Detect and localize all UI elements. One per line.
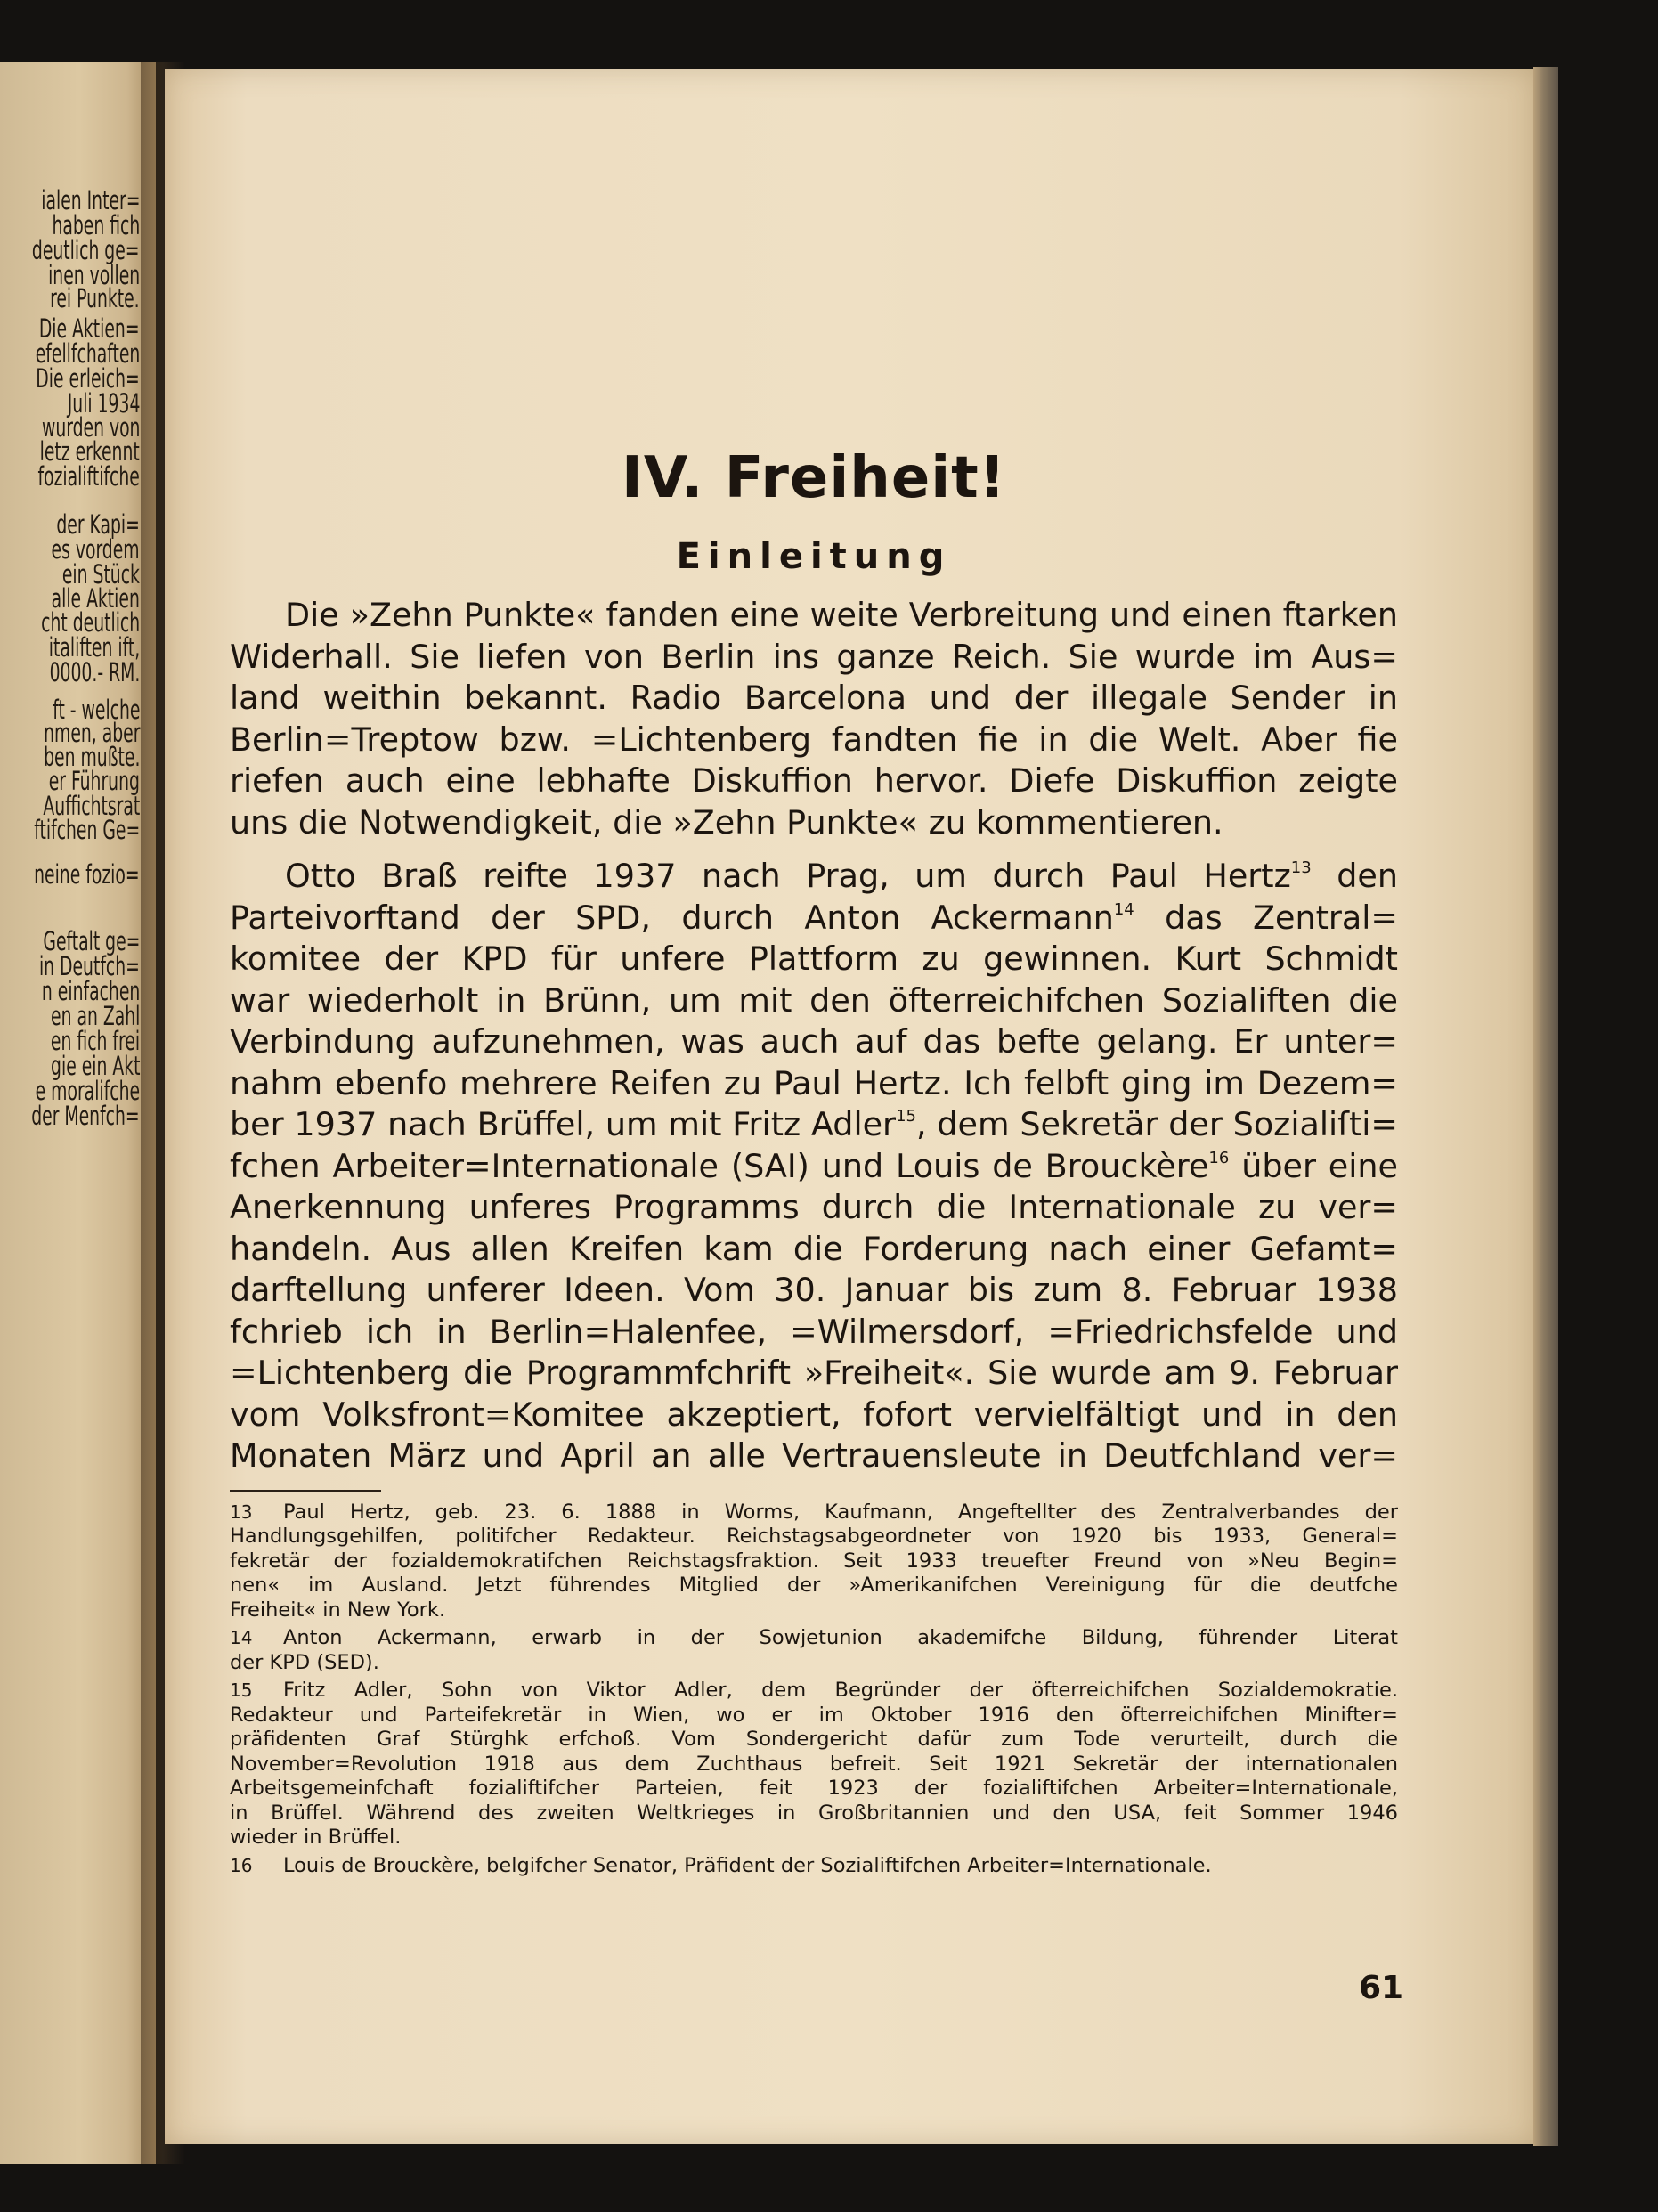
- footnote-13: [230, 1500, 1398, 1623]
- left-page-line: haben fich: [52, 210, 140, 240]
- chapter-title: IV. Freiheit!: [622, 445, 1006, 511]
- page-number: 61: [1359, 1970, 1404, 2006]
- paragraph-1: [230, 595, 1398, 843]
- paragraph-line: riefen auch eine lebhafte Diskuffion hervor. Diefe Diskuffion zeigte: [230, 761, 1398, 800]
- left-page-line: es vordem: [51, 534, 140, 565]
- paragraph-line: [230, 1104, 1398, 1146]
- left-page-line: en fich frei: [50, 1026, 140, 1056]
- paragraph-line: =Lichtenberg die Programmfchrift »Freiheit«. Sie wurde am 9. Februar: [230, 1354, 1398, 1392]
- footnote-number: 13: [230, 1500, 253, 1523]
- left-page-line: neine fozio=: [34, 859, 140, 890]
- left-page-line: cht deutlich: [40, 607, 140, 638]
- footnote-text: Louis de Brouckère, belgifcher Senator, Präfident der Sozialiftifchen Arbeiter=Internationale.: [283, 1853, 1212, 1877]
- section-title: Einleitung: [676, 536, 952, 577]
- footnote-14: [230, 1626, 1398, 1675]
- paragraph-line: Berlin=Treptow bzw. =Lichtenberg fandten fie in die Welt. Aber fie: [230, 720, 1398, 759]
- footnote-line: [230, 1626, 1398, 1651]
- paragraph-line: nahm ebenfo mehrere Reifen zu Paul Hertz. Ich felbft ging im Dezem=: [230, 1063, 1398, 1102]
- page-edge: [1533, 67, 1558, 2146]
- footnote-line: präfidenten Graf Stürghk erfchoß. Vom Sondergericht dafür zum Tode verurteilt, durch die: [230, 1728, 1398, 1751]
- left-facing-page: [0, 62, 156, 2164]
- left-page-line: Die erleich=: [36, 363, 140, 394]
- left-page-line: n einfachen: [41, 976, 140, 1006]
- paragraph-line: Anerkennung unferes Programms durch die Internationale zu ver=: [230, 1188, 1398, 1226]
- left-page-line: alle Aktien: [51, 583, 140, 614]
- page-content: [230, 445, 1398, 1882]
- paragraph-line: [230, 898, 1398, 939]
- footnote-divider: [230, 1490, 381, 1492]
- left-page-line: rei Punkte.: [50, 283, 140, 313]
- left-page-line: in Deutfch=: [39, 951, 140, 981]
- left-page-line: e moralifche: [35, 1076, 140, 1106]
- footnote-number: 14: [230, 1627, 253, 1648]
- line-text: das Zentral=: [1165, 898, 1398, 937]
- line-text: Parteivorftand der SPD, durch Anton Ackermann: [230, 898, 1114, 937]
- line-text: den: [1337, 857, 1398, 895]
- line-text: fchen Arbeiter=Internationale (SAI) und Louis de Brouckère: [230, 1146, 1209, 1185]
- left-page-line: der Kapi=: [56, 509, 140, 540]
- left-page-line: ben mußte.: [43, 742, 140, 772]
- line-text: ber 1937 nach Brüffel, um mit Fritz Adler: [230, 1105, 897, 1143]
- line-text: Otto Braß reifte 1937 nach Prag, um durch Paul Hertz: [285, 857, 1291, 895]
- footnotes: [230, 1500, 1398, 1879]
- paragraph-line: [230, 856, 1398, 898]
- paragraph-line: land weithin bekannt. Radio Barcelona und der illegale Sender in: [230, 679, 1398, 717]
- left-page-line: en an Zahl: [50, 1001, 140, 1031]
- footnote-number: 16: [230, 1854, 253, 1876]
- footnote-line: [230, 1854, 1398, 1879]
- footnote-line: Handlungsgehilfen, politifcher Redakteur. Reichstagsabgeordneter von 1920 bis 1933, General=: [230, 1525, 1398, 1548]
- footnote-line: nen« im Ausland. Jetzt führendes Mitglied der »Amerikanifchen Vereinigung für die deutfche: [230, 1574, 1398, 1597]
- paragraph-line: war wiederholt in Brünn, um mit den öfterreichifchen Sozialiften die: [230, 980, 1398, 1020]
- paragraph-line: handeln. Aus allen Kreifen kam die Forderung nach einer Gefamt=: [230, 1229, 1398, 1268]
- left-page-line: Die Aktien=: [39, 313, 140, 344]
- left-page-line: ft - welche: [52, 695, 140, 725]
- left-page-line: fozialiftifche: [37, 461, 140, 492]
- footnote-text: Fritz Adler, Sohn von Viktor Adler, dem Begründer der öfterreichifchen Sozialdemokratie.: [283, 1679, 1398, 1702]
- footnote-ref: 13: [1290, 858, 1312, 877]
- paragraph-line: Widerhall. Sie liefen von Berlin ins ganze Reich. Sie wurde im Aus=: [230, 637, 1398, 676]
- paragraph-line: Verbindung aufzunehmen, was auch auf das befte gelang. Er unter=: [230, 1022, 1398, 1061]
- paragraph-line: uns die Notwendigkeit, die »Zehn Punkte« zu kommentieren.: [230, 802, 1223, 842]
- footnote-line: November=Revolution 1918 aus dem Zuchthaus befreit. Seit 1921 Sekretär der internationalen: [230, 1752, 1398, 1776]
- left-page-line: inen vollen: [47, 260, 140, 290]
- line-text: , dem Sekretär der Sozialiſti=: [915, 1105, 1398, 1143]
- footnote-16: [230, 1854, 1398, 1879]
- footnote-text: Paul Hertz, geb. 23. 6. 1888 in Worms, Kaufmann, Angeftellter des Zentralverbandes der: [283, 1500, 1398, 1524]
- footnote-ref: 14: [1113, 899, 1134, 919]
- paragraph-line: Die »Zehn Punkte« fanden eine weite Verbreitung und einen ftarken: [285, 596, 1398, 634]
- left-page-line: der Menfch=: [31, 1101, 140, 1131]
- paragraph-line: Monaten März und April an alle Vertrauensleute in Deutfchland ver=: [230, 1436, 1398, 1475]
- left-page-line: ialen Inter=: [40, 185, 140, 216]
- left-page-line: gie ein Akt: [50, 1051, 140, 1081]
- footnote-line: der KPD (SED).: [230, 1650, 379, 1674]
- left-page-line: er Führung: [48, 766, 140, 796]
- paragraph-line: komitee der KPD für unfere Plattform zu gewinnen. Kurt Schmidt: [230, 939, 1398, 978]
- footnote-line: Freiheit« in New York.: [230, 1598, 446, 1622]
- footnote-15: [230, 1679, 1398, 1850]
- footnote-line: in Brüffel. Während des zweiten Weltkrieges in Großbritannien und den USA, feit Sommer 1946: [230, 1801, 1398, 1825]
- paragraph-2: [230, 856, 1398, 1477]
- left-page-line: italiften ift,: [48, 632, 140, 663]
- footnote-line: [230, 1679, 1398, 1704]
- left-page-line: wurden von: [41, 412, 140, 443]
- left-page-line: deutlich ge=: [32, 235, 140, 265]
- left-page-line: efellfchaften: [35, 338, 140, 369]
- left-page-line: Juli 1934: [67, 388, 140, 419]
- footnote-line: Arbeitsgemeinfchaft fozialiftifcher Parteien, feit 1923 der fozialiftifchen Arbeiter=Internationale,: [230, 1777, 1398, 1800]
- line-text: über eine: [1241, 1146, 1398, 1185]
- footnote-ref: 15: [896, 1107, 916, 1126]
- left-page-line: Auffichtsrat: [43, 791, 140, 821]
- footnote-line: fekretär der fozialdemokratifchen Reichstagsfraktion. Seit 1933 treuefter Freund von »Neu Begin=: [230, 1549, 1398, 1573]
- paragraph-line: darftellung unferer Ideen. Vom 30. Januar bis zum 8. Februar 1938: [230, 1271, 1398, 1309]
- paragraph-line: fchrieb ich in Berlin=Halenfee, =Wilmersdorf, =Friedrichsfelde und: [230, 1312, 1398, 1351]
- footnote-ref: 16: [1208, 1148, 1230, 1167]
- left-page-line: ein Stück: [61, 559, 140, 590]
- footnote-text: Anton Ackermann, erwarb in der Sowjetunion akademifche Bildung, führender Literat: [283, 1626, 1398, 1649]
- paragraph-line: [230, 1146, 1398, 1188]
- paragraph-line: vom Volksfront=Komitee akzeptiert, fofort vervielfältigt und in den: [230, 1395, 1398, 1434]
- left-page-line: letz erkennt: [39, 436, 140, 467]
- footnote-number: 15: [230, 1679, 253, 1701]
- left-page-line: nmen, aber: [43, 718, 140, 748]
- left-page-line: ftifchen Ge=: [34, 815, 140, 845]
- footnote-line: wieder in Brüffel.: [230, 1826, 402, 1849]
- footnote-line: [230, 1500, 1398, 1525]
- left-page-line: Geftalt ge=: [42, 926, 140, 956]
- left-page-line: 0000.- RM.: [49, 657, 140, 687]
- footnote-line: Redakteur und Parteifekretär in Wien, wo er im Oktober 1916 den öfterreichifchen Minifter=: [230, 1703, 1398, 1727]
